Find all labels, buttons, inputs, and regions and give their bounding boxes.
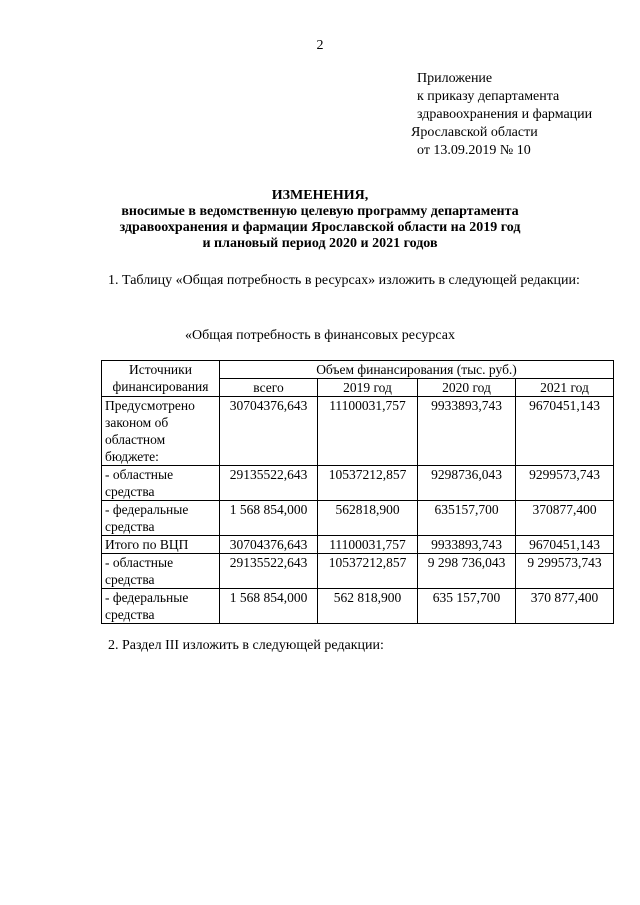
cell-2019: 10537212,857 bbox=[318, 554, 418, 589]
table-row bbox=[102, 501, 614, 536]
cell-total: 1 568 854,000 bbox=[220, 501, 318, 536]
cell-2020: 635157,700 bbox=[418, 501, 516, 536]
paragraph-2: 2. Раздел III изложить в следующей редакции: bbox=[108, 638, 384, 653]
table-row bbox=[102, 397, 614, 466]
table-row bbox=[102, 536, 614, 554]
cell-2020: 9933893,743 bbox=[418, 397, 516, 466]
cell-2021: 9670451,143 bbox=[516, 397, 614, 466]
cell-total: 30704376,643 bbox=[220, 397, 318, 466]
financing-table bbox=[101, 360, 614, 624]
header-total: всего bbox=[220, 379, 318, 397]
cell-2019: 10537212,857 bbox=[318, 466, 418, 501]
table-caption: «Общая потребность в финансовых ресурсах bbox=[185, 328, 455, 343]
row-source-label: - областные средства bbox=[102, 554, 220, 589]
cell-total: 29135522,643 bbox=[220, 554, 318, 589]
appendix-line-1: Приложение bbox=[417, 71, 493, 86]
cell-2020: 9 298 736,043 bbox=[418, 554, 516, 589]
header-volume: Объем финансирования (тыс. руб.) bbox=[220, 361, 614, 379]
table-body bbox=[102, 397, 614, 624]
cell-total: 1 568 854,000 bbox=[220, 589, 318, 624]
document-heading bbox=[0, 188, 640, 252]
cell-2019: 562818,900 bbox=[318, 501, 418, 536]
header-2019: 2019 год bbox=[318, 379, 418, 397]
header-2020: 2020 год bbox=[418, 379, 516, 397]
cell-2021: 9 299573,743 bbox=[516, 554, 614, 589]
heading-line-2: вносимые в ведомственную целевую программу департамента bbox=[121, 204, 519, 219]
cell-2019: 562 818,900 bbox=[318, 589, 418, 624]
cell-2021: 9670451,143 bbox=[516, 536, 614, 554]
appendix-line-4: Ярославской области bbox=[411, 125, 538, 140]
paragraph-1: 1. Таблицу «Общая потребность в ресурсах» изложить в следующей редакции: bbox=[108, 273, 580, 288]
table-row bbox=[102, 589, 614, 624]
cell-total: 30704376,643 bbox=[220, 536, 318, 554]
row-source-label: - федеральные средства bbox=[102, 501, 220, 536]
cell-2020: 9933893,743 bbox=[418, 536, 516, 554]
row-source-label: - федеральные средства bbox=[102, 589, 220, 624]
header-source: Источники финансирования bbox=[102, 361, 220, 397]
page-number: 2 bbox=[316, 38, 324, 53]
cell-2020: 635 157,700 bbox=[418, 589, 516, 624]
row-source-label: - областные средства bbox=[102, 466, 220, 501]
cell-2020: 9298736,043 bbox=[418, 466, 516, 501]
appendix-line-2: к приказу департамента bbox=[417, 89, 560, 104]
table-row bbox=[102, 554, 614, 589]
heading-line-1: ИЗМЕНЕНИЯ, bbox=[271, 188, 369, 203]
appendix-block bbox=[411, 70, 593, 160]
cell-2019: 11100031,757 bbox=[318, 536, 418, 554]
table-header-row bbox=[102, 361, 614, 379]
appendix-line-5: от 13.09.2019 № 10 bbox=[417, 143, 531, 158]
cell-2021: 370877,400 bbox=[516, 501, 614, 536]
appendix-line-3: здравоохранения и фармации bbox=[417, 107, 593, 122]
row-source-label: Предусмотрено законом об областном бюджете: bbox=[102, 397, 220, 466]
row-source-label: Итого по ВЦП bbox=[102, 536, 220, 554]
cell-2019: 11100031,757 bbox=[318, 397, 418, 466]
cell-total: 29135522,643 bbox=[220, 466, 318, 501]
table-row bbox=[102, 466, 614, 501]
cell-2021: 9299573,743 bbox=[516, 466, 614, 501]
cell-2021: 370 877,400 bbox=[516, 589, 614, 624]
header-2021: 2021 год bbox=[516, 379, 614, 397]
heading-line-4: и плановый период 2020 и 2021 годов bbox=[202, 236, 438, 251]
heading-line-3: здравоохранения и фармации Ярославской области на 2019 год bbox=[119, 220, 521, 235]
